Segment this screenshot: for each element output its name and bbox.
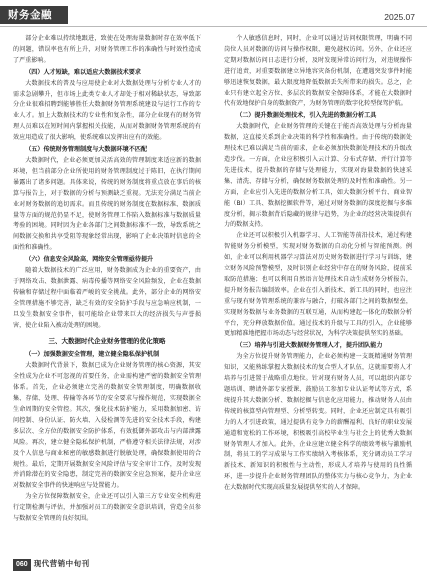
- subsection-heading: （四）人才短缺，难以适应大数据技术要求: [25, 68, 141, 76]
- subsection-heading: （二）提升数据处理技术，引入先进的数据分析工具: [236, 112, 377, 120]
- paragraph: 为全方位保障数据安全，企业还可以引入第三方专业安全机构进行定期检测与评估，并加强对员工的数据安全意识培训，营造全员参与数据安全管理的良好氛围。: [13, 493, 201, 523]
- paragraph: 大数据时代，企业必须更加灵活高效的管理制度来适应新的数据环境，但当前部分企业所使用的财务管理制度过于陈旧，在执行期间暴露出了诸多问题。具体来说，传统的财务制度将重点放在事后的核算与报告上，对于数据的分析与预测缺乏重视。无法充分满足当前企业对财务数据的追切需求。而且传统的财务制度在数据标准、数据质量等方面的规范仍显不足，使财务管理工作陷入数据标准与数据质量考验的困境。同时因为企业各部门之间数据标准不一致，导致系统之间数据交换和共享受阻等现象经常出现，影响了企业决策时信息的全面性和准确性。: [13, 156, 201, 252]
- paragraph: 企业还可以积极引入机器学习、人工智能等前沿技术，通过构建智能财务分析模型，实现对财务数据的自动化分析与智能预测。例如，企业可以利用机器学习算法对历史财务数据进行学习与训练，建立财务风险预警模型，及时识别企业经营中存在的财务风险，提前采取防范措施；也可以利用自然语言处理技术自动生成财务分析报告，提升财务报告编制效率。企业在引入新技术、新工具的同时，也应注重与现有财务管理系统的兼容与融合，打破各部门之间的数据壁垒，实现财务数据与业务数据的互联互通，从而构建起一体化的数据分析平台，充分释放数据价值。通过技术的升级与工具的引入，企业能够更加精准地把握市场动态与经营状况，为科学决策提供坚实的基础。: [224, 232, 412, 338]
- page-header: [0, 0, 427, 27]
- paragraph: 随着大数据技术的广泛应用，财务数据成为企业的重要资产，由于网络攻击、数据泄露、病毒传播等网络安全风险频发，企业在数据传输和存储过程中面临着严峻的安全挑战。此外，部分企业的网络安全管理措施不够完善，缺乏有效的安全防护手段与应急响应机制，一旦发生数据安全事件，很可能给企业带来巨大的经济损失与声誉损害，使企业陷入被动处理的困境。: [13, 267, 201, 329]
- paragraph: 个人敏感信息时，同时，企业可以通过访问权限管理，明确不同岗位人员对数据的访问与操作权限，避免越权访问。另外，企业还应定期对数据访问日志进行分析，及时发现异常访问行为，对违规操作进行追责，对重要数据建立异地容灾备份机制，在遭遇突发事件时能够迅速恢复数据，最大限度地降低数据丢失所带来的损失。总之，企业只有建立起全方位、多层次的数据安全保障体系，才能在大数据时代有效地保护自身的数据资产，为财务管理的数字化转型保驾护航。: [224, 35, 412, 108]
- page-footer: [13, 558, 90, 570]
- issue-date: 2025.07: [384, 12, 415, 22]
- paragraph: 为全方位提升财务管理能力，企业必须构建一支既精通财务管理知识，又能熟练掌握大数据技术的复合型人才队伍，这就需要将人才培养与引进置于战略重点地位。针对现有财务人员，可以组织内部专题培训、聘请外部专家授课、鼓励员工参加专业认证考试等方式，系统提升其大数据分析、数据挖掘与信息化应用能力，推动财务人员由传统的核算型向管理型、分析型转变。同时，企业还应制定具有吸引力的人才引进政策，通过提供有竞争力的薪酬福利、良好的职业发展通道和宽松的工作环境，积极吸引高校毕业生与社会上的优秀大数据财务管理人才加入。此外，企业应建立健全科学的绩效考核与激励机制，将员工的学习成果与工作实绩纳入考核体系，充分调动员工学习新技术、新知识的积极性与主动性，形成人才培养与使用的良性循环，进一步提升企业财务管理团队的整体实力与核心竞争力，为企业在大数据时代实现高质量发展提供坚实的人才保障。: [224, 353, 412, 492]
- section-tag: 财务金融: [0, 6, 68, 24]
- page-number: 060: [13, 559, 31, 571]
- subsection-heading: （一）加强数据安全管理，建立健全隐私保护机制: [25, 351, 160, 359]
- left-column: [13, 34, 201, 556]
- subsection-heading: （五）传统财务管理制度与大数据环境不匹配: [25, 146, 148, 154]
- subsection-heading: （三）培养与引进大数据财务管理人才，提升团队能力: [236, 342, 383, 350]
- paragraph: 大数据技术的普及与应用使企业对大数据处理与分析专业人才的需求急剧攀升，但市场上此类专业人才却处于相对稀缺状态，导致部分企业很难招聘到能够胜任大数据财务管理系统建设与运行工作的专业人才。加上大数据技术的专业性和复杂性，部分企业现有的财务管理人员难以在短时间内掌握相关技能，从而对数据财务管理系统的有效应用造成了很大影响，使系统难以发挥出应有的效能。: [13, 79, 201, 142]
- paragraph: 部分企业难以持续地跟进，致使在处理海量数据时存在效率低下的问题，错误率也有所上升，对财务管理工作的准确性与时效性造成了严重影响。: [13, 35, 201, 64]
- subsection-heading: （六）信息安全风险高，网络安全管理亟待提升: [25, 256, 154, 264]
- section-heading: 三、大数据时代企业财务管理的优化策略: [48, 337, 166, 346]
- journal-name: 现代营销中旬刊: [33, 559, 90, 568]
- right-column: [224, 34, 412, 556]
- paragraph: 大数据时代，企业财务管理的关键在于能否高效处理与分析海量数据，这直接关系到企业决策的科学性和准确性。由于传统的数据处理技术已难以满足当前的需求，企业必须加快数据处理技术的升级改造步伐。一方面，企业应积极引入云计算、分布式存储、并行计算等先进技术，提升数据的存储与处理能力，实现对海量数据的快速采集、清洗、存储与分析，确保财务数据处理的及时性和准确性。另一方面，企业应引入先进的数据分析工具，如大数据分析平台、商业智能（BI）工具、数据挖掘软件等，通过对财务数据的深度挖掘与多维度分析，揭示数据背后隐藏的规律与趋势，为企业的经营决策提供有力的数据支持。: [224, 123, 412, 229]
- paragraph: 大数据时代背景下，数据已成为企业财务管理的核心资源，其安全性成为企业不可忽视的首要任务，企业需构建严密的数据安全管理体系。首先，企业必须建立完善的数据安全管理制度，明确数据收集、存储、处理、传输等各环节的安全要求与操作规范，实现数据全生命周期的安全管控。其次，强化技术防护能力，采用数据加密、访问控制、身份认证、防火墙、入侵检测等先进的安全技术手段，构建多层次、全方位的数据安全防护体系，有效抵御外部攻击与内部泄露风险。再次，建立健全隐私保护机制，严格遵守相关法律法规，对涉及个人信息与商业秘密的敏感数据进行脱敏处理，确保数据使用的合规性。最后，定期开展数据安全风险评估与安全审计工作，及时发现并消除潜在的安全隐患，制定完善的数据安全应急预案，提升企业应对数据安全事件的快速响应与处置能力。: [13, 362, 201, 490]
